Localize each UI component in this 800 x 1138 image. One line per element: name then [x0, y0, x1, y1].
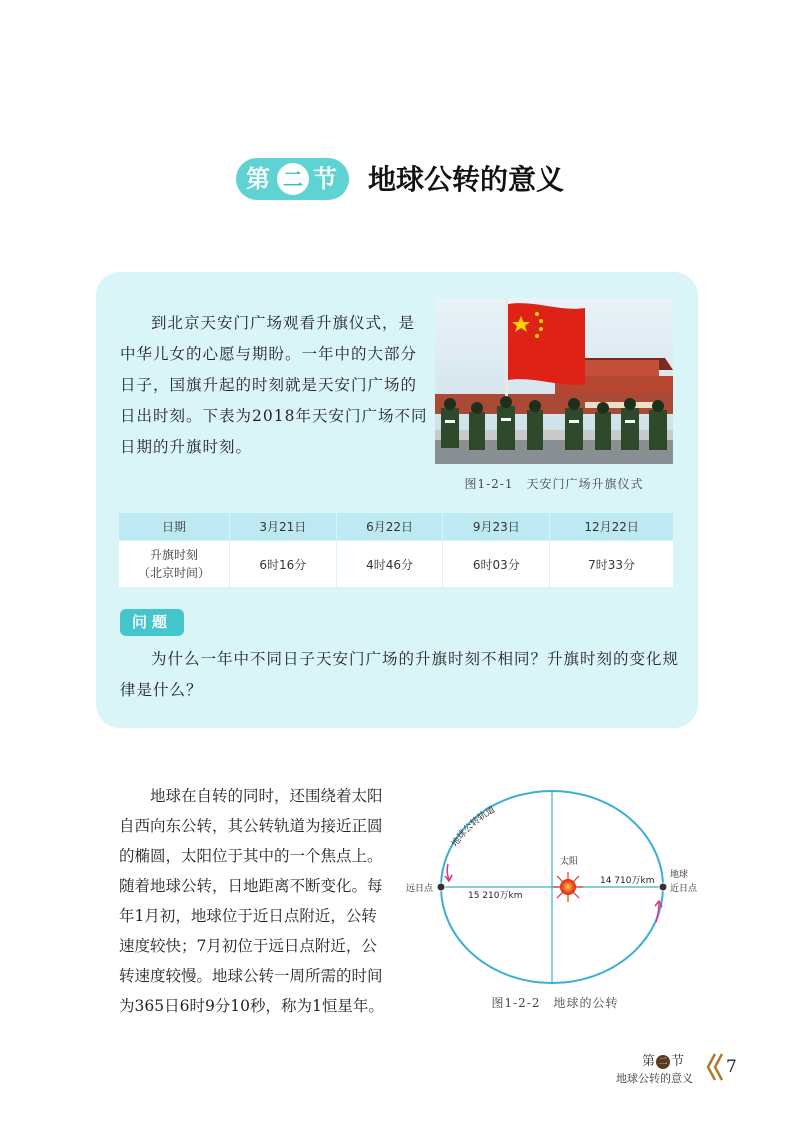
earth-orbit-diagram: [400, 784, 700, 990]
perihelion-distance: 14 710万km: [600, 876, 655, 886]
section-badge: [236, 158, 349, 200]
footer-section-suffix: 节: [671, 1054, 685, 1069]
intro-paragraph: 到北京天安门广场观看升旗仪式，是中华儿女的心愿与期盼。一年中的大部分日子，国旗升起的时刻就是天安门广场的日出时刻。下表为2018年天安门广场不同日期的升旗时刻。: [120, 314, 428, 456]
table-cell-date: 9月23日: [443, 513, 550, 541]
footer-section-prefix: 第: [642, 1054, 656, 1069]
perihelion-label: 近日点: [670, 884, 698, 894]
section-prefix: 第: [246, 165, 270, 193]
intro-panel: [96, 272, 698, 728]
body-paragraph: 地球在自转的同时，还围绕着太阳自西向东公转，其公转轨道为接近正圆的椭圆，太阳位于其中的一个焦点上。随着地球公转，日地距离不断变化。每年1月初，地球位于近日点附近，公转速度较快；7月初位于远日点附近，公转速度较慢。地球公转一周所需的时间为365日6时9分10秒，称为1恒星年。: [119, 787, 384, 1015]
earth-icon: [659, 883, 667, 891]
table-cell-time: 6时03分: [443, 541, 550, 588]
footer-section-number: 二: [656, 1055, 670, 1069]
figure-caption: 图1-2-1 天安门广场升旗仪式: [464, 477, 644, 491]
table-row: [119, 513, 674, 541]
section-number: 二: [277, 163, 309, 195]
table-header-time-line2: （北京时间）: [137, 566, 210, 580]
orbit-label: 地球公转轨道: [450, 804, 498, 849]
arrow-icon: [445, 864, 452, 881]
flag-raising-photo: [435, 298, 673, 464]
footer-title: 地球公转的意义: [616, 1072, 693, 1085]
double-chevron-left-icon: [705, 1052, 725, 1082]
footer-section: [642, 1050, 684, 1069]
table-cell-date: 6月22日: [336, 513, 443, 541]
table-cell-date: 3月21日: [230, 513, 337, 541]
earth-label: 地球: [670, 870, 689, 880]
table-cell-time: 4时46分: [336, 541, 443, 588]
table-header-time: [119, 541, 230, 588]
sun-icon: [553, 872, 583, 902]
question-badge: 问题: [120, 609, 184, 636]
table-cell-time: 6时16分: [230, 541, 337, 588]
section-title: 地球公转的意义: [368, 163, 565, 196]
table-cell-time: 7时33分: [550, 541, 674, 588]
table-header-date: 日期: [119, 513, 230, 541]
section-suffix: 节: [313, 165, 337, 193]
aphelion-distance: 15 210万km: [468, 891, 523, 901]
aphelion-point: [437, 883, 445, 891]
table-cell-date: 12月22日: [550, 513, 674, 541]
sun-label: 太阳: [560, 857, 579, 867]
question-text: 为什么一年中不同日子天安门广场的升旗时刻不相同？升旗时刻的变化规律是什么？: [120, 650, 680, 699]
page-number: 7: [726, 1057, 737, 1077]
orbit-caption: 图1-2-2 地球的公转: [491, 996, 619, 1010]
aphelion-label: 远日点: [406, 884, 434, 894]
table-row: [119, 541, 674, 588]
flag-raising-time-table: [118, 512, 674, 588]
table-header-time-line1: 升旗时刻: [149, 548, 198, 562]
